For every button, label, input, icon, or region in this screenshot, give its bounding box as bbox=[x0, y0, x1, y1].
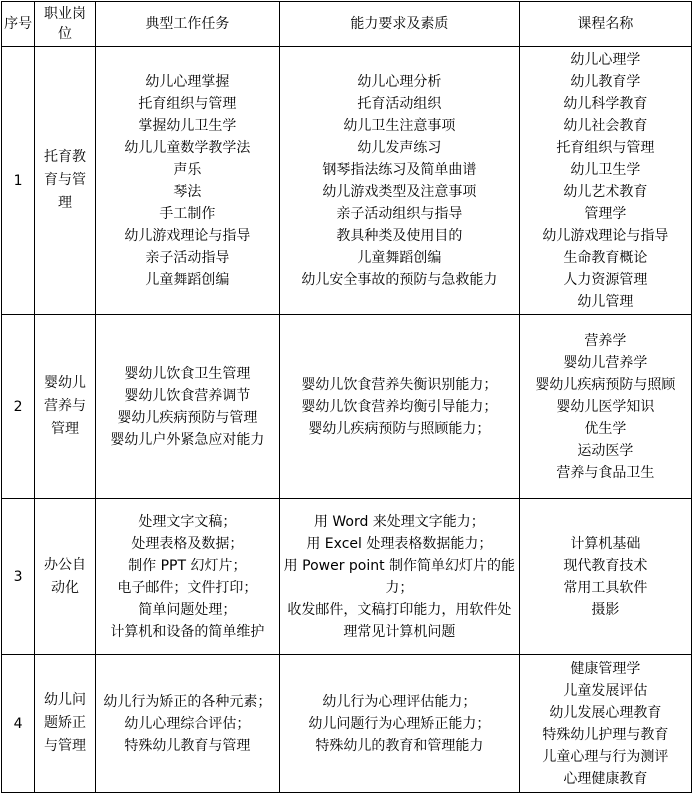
task-item: 亲子活动指导 bbox=[145, 249, 230, 266]
row-abilities bbox=[280, 47, 520, 315]
ability-item: 幼儿游戏类型及注意事项 bbox=[322, 183, 477, 200]
course-item: 幼儿管理 bbox=[577, 293, 634, 310]
task-item: 幼儿心理掌握 bbox=[145, 73, 230, 90]
header-abilities: 能力要求及素质 bbox=[280, 2, 520, 47]
table-row bbox=[2, 655, 692, 793]
task-item: 计算机和设备的简单维护 bbox=[110, 623, 265, 640]
course-item: 计算机基础 bbox=[570, 535, 641, 552]
course-item: 心理健康教育 bbox=[563, 770, 648, 787]
row-tasks bbox=[95, 655, 279, 793]
header-post: 职业岗位 bbox=[35, 2, 95, 47]
task-item: 婴幼儿饮食卫生管理 bbox=[124, 365, 251, 382]
header-tasks: 典型工作任务 bbox=[95, 2, 279, 47]
ability-item: 幼儿安全事故的预防与急救能力 bbox=[301, 271, 498, 288]
course-item: 婴幼儿营养学 bbox=[563, 354, 648, 371]
row-courses bbox=[519, 499, 691, 655]
row-num: 4 bbox=[2, 655, 35, 793]
task-item: 幼儿儿童数学教学法 bbox=[124, 139, 251, 156]
ability-item: 托育活动组织 bbox=[357, 95, 442, 112]
course-item: 幼儿艺术教育 bbox=[563, 183, 648, 200]
header-num: 序号 bbox=[2, 2, 35, 47]
row-abilities bbox=[280, 499, 520, 655]
course-item: 幼儿游戏理论与指导 bbox=[542, 227, 669, 244]
task-item: 婴幼儿户外紧急应对能力 bbox=[110, 431, 265, 448]
task-item: 幼儿游戏理论与指导 bbox=[124, 227, 251, 244]
task-item: 托育组织与管理 bbox=[138, 95, 237, 112]
ability-item: 幼儿行为心理评估能力； bbox=[322, 693, 477, 710]
course-item: 儿童发展评估 bbox=[563, 682, 648, 699]
row-courses bbox=[519, 47, 691, 315]
ability-item: 幼儿问题行为心理矫正能力； bbox=[308, 715, 491, 732]
task-item: 幼儿行为矫正的各种元素； bbox=[103, 693, 272, 710]
task-item: 处理表格及数据； bbox=[131, 535, 244, 552]
course-item: 营养学 bbox=[584, 332, 627, 349]
course-item: 婴幼儿疾病预防与照顾 bbox=[535, 376, 676, 393]
course-item: 常用工具软件 bbox=[563, 579, 648, 596]
task-item: 婴幼儿疾病预防与管理 bbox=[117, 409, 258, 426]
row-post: 幼儿问题矫正与管理 bbox=[35, 655, 95, 793]
course-item: 现代教育技术 bbox=[563, 557, 648, 574]
course-item: 特殊幼儿护理与教育 bbox=[542, 726, 669, 743]
course-item: 幼儿发展心理教育 bbox=[549, 704, 662, 721]
row-abilities bbox=[280, 655, 520, 793]
course-item: 营养与食品卫生 bbox=[556, 464, 655, 481]
curriculum-table bbox=[1, 1, 692, 793]
course-item: 健康管理学 bbox=[570, 660, 641, 677]
course-item: 幼儿卫生学 bbox=[570, 161, 641, 178]
task-item: 电子邮件；文件打印； bbox=[117, 579, 258, 596]
row-courses bbox=[519, 315, 691, 499]
course-item: 生命教育概论 bbox=[563, 249, 648, 266]
task-item: 声乐 bbox=[173, 161, 202, 178]
task-item: 婴幼儿饮食营养调节 bbox=[124, 387, 251, 404]
task-item: 简单问题处理； bbox=[138, 601, 237, 618]
ability-item: 亲子活动组织与指导 bbox=[336, 205, 463, 222]
course-item: 幼儿心理学 bbox=[570, 51, 641, 68]
ability-item: 幼儿心理分析 bbox=[357, 73, 442, 90]
header-courses: 课程名称 bbox=[519, 2, 691, 47]
ability-item: 婴幼儿疾病预防与照顾能力； bbox=[308, 420, 491, 437]
row-tasks bbox=[95, 47, 279, 315]
table-row bbox=[2, 499, 692, 655]
course-item: 管理学 bbox=[584, 205, 627, 222]
course-item: 人力资源管理 bbox=[563, 271, 648, 288]
row-abilities bbox=[280, 315, 520, 499]
task-item: 处理文字文稿； bbox=[138, 513, 237, 530]
row-num: 1 bbox=[2, 47, 35, 315]
ability-item: 婴幼儿饮食营养失衡识别能力； bbox=[301, 376, 498, 393]
row-courses bbox=[519, 655, 691, 793]
task-item: 幼儿心理综合评估； bbox=[124, 715, 251, 732]
ability-item: 钢琴指法练习及简单曲谱 bbox=[322, 161, 477, 178]
ability-item: 特殊幼儿的教育和管理能力 bbox=[315, 737, 484, 754]
course-item: 运动医学 bbox=[577, 442, 634, 459]
ability-item: 教具种类及使用目的 bbox=[336, 227, 463, 244]
row-post: 办公自动化 bbox=[35, 499, 95, 655]
header-row bbox=[2, 2, 692, 47]
ability-item: 婴幼儿饮食营养均衡引导能力； bbox=[301, 398, 498, 415]
ability-item: 用 Power point 制作简单幻灯片的能力； bbox=[283, 557, 516, 596]
row-post: 托育教育与管理 bbox=[35, 47, 95, 315]
task-item: 特殊幼儿教育与管理 bbox=[124, 737, 251, 754]
ability-item: 用 Excel 处理表格数据能力； bbox=[306, 535, 493, 552]
ability-item: 收发邮件，文稿打印能力，用软件处理常见计算机问题 bbox=[287, 601, 512, 640]
row-post: 婴幼儿营养与管理 bbox=[35, 315, 95, 499]
row-num: 3 bbox=[2, 499, 35, 655]
course-item: 幼儿科学教育 bbox=[563, 95, 648, 112]
task-item: 掌握幼儿卫生学 bbox=[138, 117, 237, 134]
row-tasks bbox=[95, 315, 279, 499]
course-item: 幼儿教育学 bbox=[570, 73, 641, 90]
table-row bbox=[2, 47, 692, 315]
ability-item: 用 Word 来处理文字能力； bbox=[313, 513, 485, 530]
task-item: 手工制作 bbox=[159, 205, 216, 222]
row-num: 2 bbox=[2, 315, 35, 499]
task-item: 制作 PPT 幻灯片； bbox=[128, 557, 247, 574]
course-item: 婴幼儿医学知识 bbox=[556, 398, 655, 415]
ability-item: 幼儿卫生注意事项 bbox=[343, 117, 456, 134]
table-row bbox=[2, 315, 692, 499]
course-item: 幼儿社会教育 bbox=[563, 117, 648, 134]
ability-item: 儿童舞蹈创编 bbox=[357, 249, 442, 266]
row-tasks bbox=[95, 499, 279, 655]
course-item: 优生学 bbox=[584, 420, 627, 437]
task-item: 儿童舞蹈创编 bbox=[145, 271, 230, 288]
ability-item: 幼儿发声练习 bbox=[357, 139, 442, 156]
task-item: 琴法 bbox=[173, 183, 202, 200]
course-item: 托育组织与管理 bbox=[556, 139, 655, 156]
course-item: 儿童心理与行为测评 bbox=[542, 748, 669, 765]
course-item: 摄影 bbox=[591, 601, 620, 618]
